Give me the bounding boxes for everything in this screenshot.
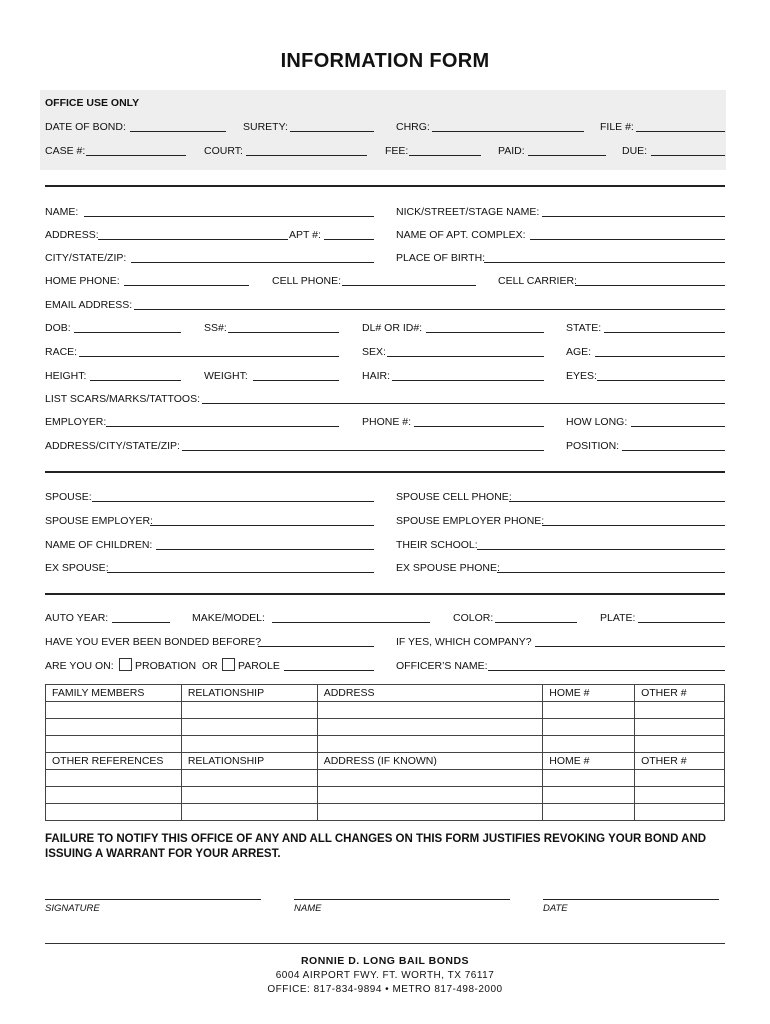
section-divider (45, 593, 725, 595)
are-you-on-label: ARE YOU ON: (45, 660, 114, 672)
section-divider (45, 185, 725, 187)
spouse-label: SPOUSE: (45, 491, 92, 503)
paid-field[interactable] (528, 155, 606, 156)
file-label: FILE #: (600, 121, 634, 133)
which-company-label: IF YES, WHICH COMPANY? (396, 636, 532, 648)
place-of-birth-field[interactable] (484, 262, 725, 263)
school-label: THEIR SCHOOL: (396, 539, 478, 551)
apt-complex-field[interactable] (530, 239, 725, 240)
table-header-row (46, 685, 725, 702)
address-label: ADDRESS: (45, 229, 99, 241)
table-cell[interactable] (635, 736, 725, 753)
table-cell[interactable] (46, 736, 182, 753)
employer-label: EMPLOYER: (45, 416, 107, 428)
place-of-birth-label: PLACE OF BIRTH: (396, 252, 486, 264)
spouse-employer-phone-field[interactable] (542, 525, 725, 526)
table-header: ADDRESS (317, 685, 543, 702)
office-use-heading: OFFICE USE ONLY (45, 97, 140, 109)
which-company-field[interactable] (535, 646, 725, 647)
dl-field[interactable] (426, 332, 544, 333)
table-cell[interactable] (317, 719, 543, 736)
email-label: EMAIL ADDRESS: (45, 299, 133, 311)
how-long-label: HOW LONG: (566, 416, 628, 428)
or-label: OR (202, 660, 218, 672)
table-header: OTHER REFERENCES (46, 753, 182, 770)
table-cell[interactable] (543, 804, 635, 821)
family-members-table (45, 684, 725, 821)
section-divider (45, 471, 725, 473)
ex-spouse-label: EX SPOUSE: (45, 562, 109, 574)
officer-name-label: OFFICER’S NAME: (396, 660, 488, 672)
cell-phone-field[interactable] (342, 285, 476, 286)
surety-label: SURETY: (243, 121, 288, 133)
fee-field[interactable] (409, 155, 481, 156)
table-cell[interactable] (317, 787, 543, 804)
table-cell[interactable] (46, 719, 182, 736)
name-field[interactable] (84, 216, 374, 217)
scars-field[interactable] (202, 403, 725, 404)
bonded-before-field[interactable] (258, 646, 374, 647)
court-field[interactable] (246, 155, 367, 156)
children-label: NAME OF CHILDREN: (45, 539, 153, 551)
table-cell[interactable] (543, 719, 635, 736)
table-header: OTHER # (635, 753, 725, 770)
table-row (46, 736, 725, 753)
weight-field[interactable] (253, 380, 339, 381)
table-cell[interactable] (543, 736, 635, 753)
table-cell[interactable] (46, 770, 182, 787)
footer-divider (45, 943, 725, 944)
age-field[interactable] (595, 356, 725, 357)
spouse-cell-field[interactable] (509, 501, 725, 502)
spouse-employer-label: SPOUSE EMPLOYER: (45, 515, 153, 527)
auto-year-label: AUTO YEAR: (45, 612, 109, 624)
name-label: NAME: (45, 206, 79, 218)
ex-spouse-field[interactable] (107, 572, 374, 573)
height-field[interactable] (90, 380, 181, 381)
case-field[interactable] (86, 155, 186, 156)
court-label: COURT: (204, 145, 243, 157)
children-field[interactable] (156, 549, 374, 550)
cell-carrier-field[interactable] (575, 285, 725, 286)
table-header: FAMILY MEMBERS (46, 685, 182, 702)
employer-field[interactable] (106, 426, 339, 427)
eyes-field[interactable] (597, 380, 725, 381)
make-model-field[interactable] (272, 622, 430, 623)
table-header: RELATIONSHIP (181, 753, 317, 770)
state-label: STATE: (566, 322, 602, 334)
table-cell[interactable] (317, 736, 543, 753)
table-header: OTHER # (635, 685, 725, 702)
color-field[interactable] (495, 622, 577, 623)
plate-label: PLATE: (600, 612, 636, 624)
chrg-label: CHRG: (396, 121, 430, 133)
table-header: RELATIONSHIP (181, 685, 317, 702)
apt-field[interactable] (324, 239, 374, 240)
city-label: CITY/STATE/ZIP: (45, 252, 127, 264)
dob-field[interactable] (74, 332, 181, 333)
table-cell[interactable] (181, 770, 317, 787)
table-row (46, 787, 725, 804)
table-cell[interactable] (635, 702, 725, 719)
color-label: COLOR: (453, 612, 494, 624)
hair-label: HAIR: (362, 370, 391, 382)
state-field[interactable] (604, 332, 725, 333)
signature-label: SIGNATURE (45, 903, 100, 914)
race-field[interactable] (79, 356, 339, 357)
race-label: RACE: (45, 346, 78, 358)
how-long-field[interactable] (631, 426, 725, 427)
company-address: 6004 AIRPORT FWY. FT. WORTH, TX 76117 (275, 970, 495, 981)
officer-name-field[interactable] (488, 670, 725, 671)
apt-complex-label: NAME OF APT. COMPLEX: (396, 229, 526, 241)
sex-label: SEX: (362, 346, 386, 358)
table-header: ADDRESS (IF KNOWN) (317, 753, 543, 770)
table-cell[interactable] (181, 736, 317, 753)
date-of-bond-label: DATE OF BOND: (45, 121, 126, 133)
company-phones: OFFICE: 817-834-9894 • METRO 817-498-2000 (267, 984, 503, 995)
print-name-label: NAME (294, 903, 322, 914)
table-cell[interactable] (635, 770, 725, 787)
table-cell[interactable] (46, 787, 182, 804)
probation-label: PROBATION (135, 660, 197, 672)
table-row (46, 804, 725, 821)
auto-year-field[interactable] (112, 622, 170, 623)
nick-label: NICK/STREET/STAGE NAME: (396, 206, 540, 218)
cell-phone-label: CELL PHONE: (272, 275, 342, 287)
eyes-label: EYES: (566, 370, 597, 382)
table-cell[interactable] (317, 770, 543, 787)
height-label: HEIGHT: (45, 370, 87, 382)
email-field[interactable] (134, 309, 725, 310)
employer-address-field[interactable] (182, 450, 544, 451)
paid-label: PAID: (498, 145, 525, 157)
ex-spouse-phone-field[interactable] (497, 572, 725, 573)
table-header: HOME # (543, 685, 635, 702)
nick-field[interactable] (542, 216, 725, 217)
table-cell[interactable] (317, 804, 543, 821)
employer-address-label: ADDRESS/CITY/STATE/ZIP: (45, 440, 180, 452)
parole-field[interactable] (284, 670, 374, 671)
table-cell[interactable] (543, 702, 635, 719)
bonded-before-label: HAVE YOU EVER BEEN BONDED BEFORE? (45, 636, 262, 648)
plate-field[interactable] (638, 622, 725, 623)
table-cell[interactable] (635, 787, 725, 804)
ss-field[interactable] (228, 332, 339, 333)
due-field[interactable] (651, 155, 725, 156)
table-cell[interactable] (635, 804, 725, 821)
position-field[interactable] (622, 450, 725, 451)
parole-label: PAROLE (238, 660, 280, 672)
table-header-row (46, 753, 725, 770)
home-phone-label: HOME PHONE: (45, 275, 120, 287)
probation-checkbox[interactable] (119, 658, 132, 671)
chrg-field[interactable] (432, 131, 584, 132)
employer-phone-field[interactable] (414, 426, 544, 427)
position-label: POSITION: (566, 440, 620, 452)
address-field[interactable] (98, 239, 288, 240)
dob-label: DOB: (45, 322, 71, 334)
table-cell[interactable] (46, 804, 182, 821)
company-name: RONNIE D. LONG BAIL BONDS (300, 955, 470, 967)
table-cell[interactable] (46, 702, 182, 719)
dl-label: DL# OR ID#: (362, 322, 423, 334)
school-field[interactable] (477, 549, 725, 550)
age-label: AGE: (566, 346, 592, 358)
signature-field[interactable] (45, 899, 261, 900)
table-cell[interactable] (543, 770, 635, 787)
table-cell[interactable] (543, 787, 635, 804)
ex-spouse-phone-label: EX SPOUSE PHONE: (396, 562, 500, 574)
make-model-label: MAKE/MODEL: (192, 612, 265, 624)
print-name-field[interactable] (294, 899, 510, 900)
cell-carrier-label: CELL CARRIER: (498, 275, 577, 287)
table-row (46, 719, 725, 736)
table-header: HOME # (543, 753, 635, 770)
case-label: CASE #: (45, 145, 86, 157)
ss-label: SS#: (204, 322, 227, 334)
spouse-employer-field[interactable] (150, 525, 374, 526)
apt-label: APT #: (289, 229, 321, 241)
spouse-cell-label: SPOUSE CELL PHONE: (396, 491, 512, 503)
table-cell[interactable] (317, 702, 543, 719)
warning-notice: FAILURE TO NOTIFY THIS OFFICE OF ANY AND ALL CHANGES ON THIS FORM JUSTIFIES REVOKING YOUR BOND AND ISSUING A WARRANT FOR YOUR ARREST. (45, 833, 707, 860)
fee-label: FEE: (385, 145, 409, 157)
sex-field[interactable] (387, 356, 544, 357)
table-cell[interactable] (181, 804, 317, 821)
table-cell[interactable] (181, 702, 317, 719)
scars-label: LIST SCARS/MARKS/TATTOOS: (45, 393, 201, 405)
spouse-field[interactable] (92, 501, 374, 502)
table-cell[interactable] (635, 719, 725, 736)
employer-phone-label: PHONE #: (362, 416, 412, 428)
city-field[interactable] (131, 262, 374, 263)
parole-checkbox[interactable] (222, 658, 235, 671)
date-label: DATE (543, 903, 568, 914)
table-cell[interactable] (181, 787, 317, 804)
table-cell[interactable] (181, 719, 317, 736)
form-title: INFORMATION FORM (280, 50, 490, 72)
file-field[interactable] (636, 131, 725, 132)
surety-field[interactable] (290, 131, 374, 132)
date-field[interactable] (543, 899, 719, 900)
hair-field[interactable] (392, 380, 544, 381)
date-of-bond-field[interactable] (130, 131, 226, 132)
spouse-employer-phone-label: SPOUSE EMPLOYER PHONE: (396, 515, 545, 527)
home-phone-field[interactable] (124, 285, 249, 286)
weight-label: WEIGHT: (204, 370, 248, 382)
due-label: DUE: (622, 145, 648, 157)
table-row (46, 702, 725, 719)
table-row (46, 770, 725, 787)
